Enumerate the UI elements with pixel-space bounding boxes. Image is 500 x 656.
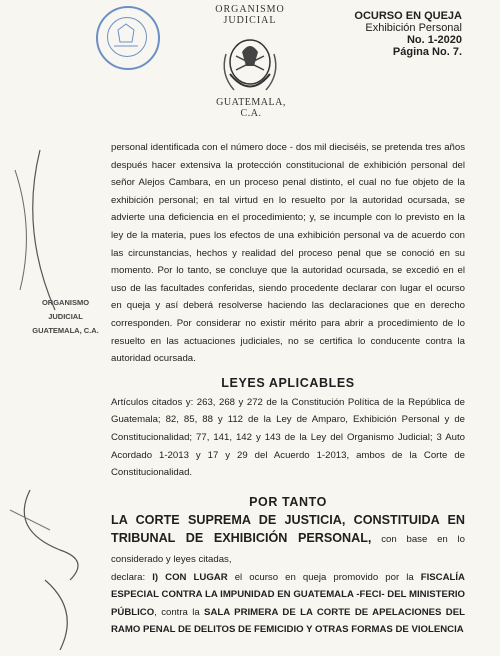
court-rest: con base en lo considerado y leyes citadas,: [111, 533, 465, 565]
case-type: Exhibición Personal: [365, 22, 462, 34]
ruling-paragraph: [111, 569, 465, 639]
seal-city-text: GUATEMALA, C.A.: [216, 97, 286, 119]
side-seal-line-3: GUATEMALA, C.A.: [32, 326, 99, 335]
ruling-label: I) CON LUGAR: [152, 571, 228, 583]
body-paragraph-2: Artículos citados y: 263, 268 y 272 de la Constitución Política de la República de Guatemala; 82, 85, 88 y 112 de la Ley de Amparo, Exhibición Personal y de Constitucionalidad; 77, 141, 142 y 143 de la Ley del Organismo Judicial; 3 Auto Acordado 1-2013 y 17 y 29 del Acuerdo 1-2013, ambos de la Corte de Constitucionalidad.: [111, 396, 465, 479]
against-text: , contra la: [154, 606, 205, 618]
sala-name: SALA PRIMERA DE LA CORTE DE APELACIONES DEL RAMO PENAL DE DELITOS DE FEMICIDIO Y OTRAS FORMAS DE VIOLENCIA: [111, 606, 465, 636]
fiscalia-name: FISCALÍA ESPECIAL CONTRA LA IMPUNIDAD EN GUATEMALA -FECI- DEL MINISTERIO PÚBLICO: [111, 571, 465, 618]
case-number: No. 1-2020: [406, 34, 462, 46]
signature-marks: [0, 110, 110, 656]
case-header: [354, 10, 462, 58]
heading-laws: LEYES APLICABLES: [221, 375, 355, 390]
side-seal-line-2: JUDICIAL: [48, 312, 83, 321]
case-title: OCURSO EN QUEJA: [354, 10, 462, 22]
heading-therefore: POR TANTO: [249, 494, 327, 509]
ruling-text: el ocurso en queja promovido por la: [227, 571, 421, 583]
seal-arc-text: ORGANISMO JUDICIAL: [215, 4, 285, 26]
blue-stamp: [96, 6, 160, 70]
document-body: [111, 139, 465, 639]
body-paragraph-1: personal identificada con el número doce - dos mil dieciséis, se pretenda tres años después hacer extensiva la protección constitucional de exhibición personal del señor Alejos Cambara, en un proceso penal distinto, el cual no fue objeto de la exhibición personal; en tal virtud en lo resuelto por la autoridad ocursada, se advierte una deficiencia en el procedimiento; y, se incumple con lo previsto en la ley de la materia, pues los efectos de una exhibición personal va de acuerdo con las circunstancias, hechos y realidad del proceso penal que se conoció en su momento. Por lo tanto, se concluye que la autoridad ocursada, se excedió en el uso de las facultades conferidas, siendo procedente declarar con lugar el ocurso en queja y así deberá resolverse haciendo las declaraciones que en derecho corresponden. Por considerar no existir mérito para abrir a procedimiento de lo resuelto en las actuaciones judiciales, no se certifica lo conducente contra la autoridad ocursada.: [111, 142, 465, 365]
page-number: Página No. 7.: [392, 46, 462, 58]
side-seal-line-1: ORGANISMO: [41, 298, 90, 307]
court-declaration: [111, 511, 465, 569]
court-name: LA CORTE SUPREMA DE JUSTICIA, CONSTITUIDA EN TRIBUNAL DE EXHIBICIÓN PERSONAL,: [111, 512, 465, 545]
declares-intro: declara:: [111, 571, 153, 583]
